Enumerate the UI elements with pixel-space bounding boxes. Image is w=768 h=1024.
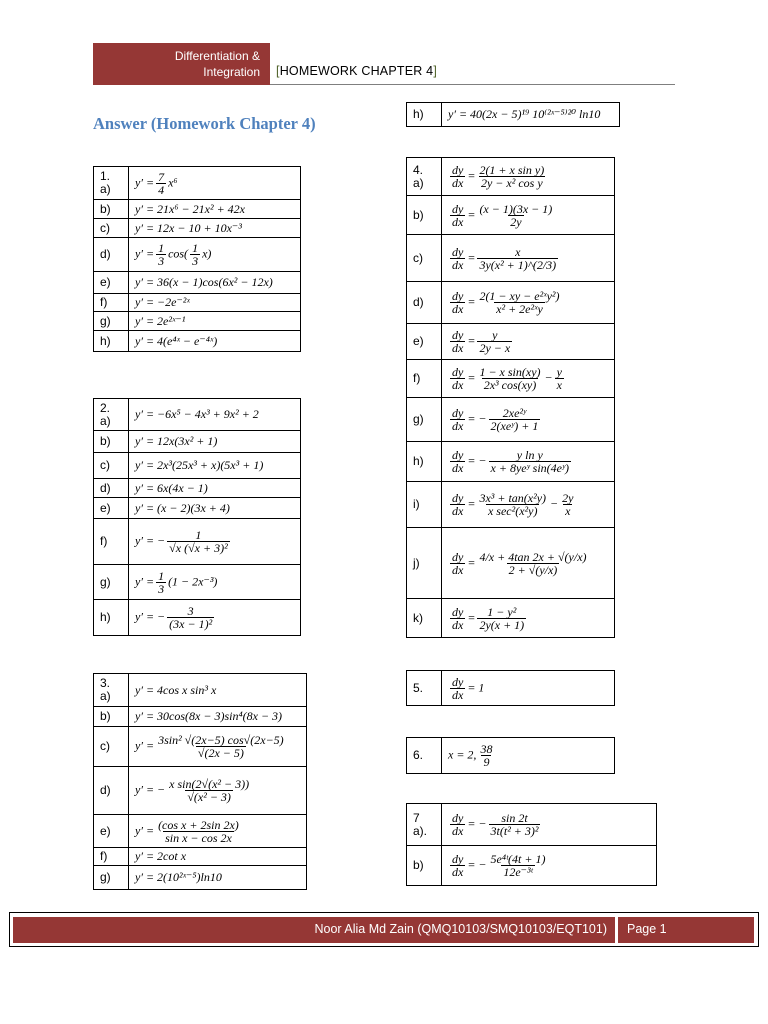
- q2d-answer: y′ = 6x(4x − 1): [129, 479, 301, 498]
- q4-label-cell: [407, 158, 442, 196]
- fraction: $\frac{\sin 2t}{\text{3t(t² + 3)²}}$: [490, 811, 539, 838]
- q1h-continued-answer: y′ = 40(2x − 5)¹⁹ 10⁽²ˣ⁻⁵⁾²⁰ ln10: [442, 103, 620, 127]
- q2-part-a: a): [100, 413, 111, 428]
- fraction: $\frac{3}{\text{(3x − 1)²}}$: [169, 604, 213, 631]
- q4-part-k: k): [407, 599, 442, 638]
- q4-part-h: h): [407, 442, 442, 482]
- q1-number: 1.: [100, 169, 111, 183]
- chapter-label: HOMEWORK CHAPTER 4: [279, 64, 434, 78]
- fraction: $\frac{1}{\text{√x (√x + 3)²}}$: [169, 528, 228, 555]
- q4-part-f: f): [407, 360, 442, 398]
- header-rule: [270, 84, 675, 85]
- fraction: $\frac{2y}{x}$: [562, 491, 574, 518]
- q1e-answer: y′ = 36(x − 1)cos(6x² − 12x): [129, 272, 301, 294]
- fraction: 3x³ + tan(x²y) x sec²(x²y): [479, 491, 547, 518]
- dydx: $\frac{dy}{dx}$: [452, 674, 464, 702]
- q5-answer: $\frac{dy}{dx}$ = 1: [442, 671, 615, 706]
- q1a-answer: y′ = $\frac{7}{4}$ x⁶: [129, 167, 301, 200]
- q2f-answer: y′ = − $\frac{1}{\text{√x (√x + 3)²}}$: [129, 519, 301, 565]
- fraction: $\frac{x}{\text{3y(x² + 1)\textasciicircum{}(2/3)}}$: [479, 244, 557, 272]
- q7-part-b: b): [407, 846, 442, 886]
- q4b-answer: $\frac{dy}{dx}$ = $\frac{(x - 1)(3x - 1)}{2y}$: [442, 196, 615, 235]
- q6-label: 6.: [407, 738, 442, 774]
- q6-table: [406, 737, 615, 774]
- q4-part-j: j): [407, 528, 442, 599]
- fraction: $\frac{\text{2(1 − xy − e²ˣy²)}}{\text{x² + 2e²ˣy}}$: [479, 289, 560, 316]
- dydx: $\frac{dy}{dx}$: [452, 289, 464, 316]
- fraction: $\frac{7}{4}$: [158, 169, 165, 197]
- q5-table: [406, 670, 615, 706]
- q4-part-g: g): [407, 398, 442, 442]
- q4-part-a: a): [413, 175, 424, 190]
- q5-label: 5.: [407, 671, 442, 706]
- q2e-answer: y′ = (x − 2)(3x + 4): [129, 498, 301, 519]
- fraction: $\frac{1}{3}$: [192, 241, 199, 268]
- q2-part-c: c): [94, 453, 129, 479]
- fraction: 2xe²ʸ 2(xeʸ) + 1: [490, 406, 539, 433]
- q4-table: [406, 157, 615, 638]
- dydx: $\frac{dy}{dx}$: [452, 201, 464, 229]
- fraction: $\frac{\text{2(1 + x sin y)}}{\text{2y − x² cos y}}$: [479, 163, 545, 190]
- q1-part-f: f): [94, 294, 129, 312]
- fraction: $\frac{38}{9}$: [480, 742, 493, 769]
- q1f-answer: y′ = −2e⁻²ˣ: [129, 294, 301, 312]
- q1d-answer: y′ = $\frac{1}{3}$ cos( $\frac{1}{3}$ x): [129, 238, 301, 272]
- q7-label-cell: [407, 804, 442, 846]
- chapter-title: [276, 64, 437, 78]
- q2-table: [93, 398, 301, 636]
- q4-number: 4.: [413, 162, 424, 177]
- fraction: $\frac{1}{3}$: [158, 241, 165, 268]
- subject-banner: [93, 43, 270, 85]
- q4-part-i: i): [407, 482, 442, 528]
- q4d-answer: $\frac{dy}{dx}$ = $\frac{\text{2(1 − xy − e²ˣy²)}}{\text{x² + 2e²ˣy}}$: [442, 282, 615, 324]
- dydx: $\frac{dy}{dx}$: [452, 448, 464, 475]
- q4a-answer: $\frac{dy}{dx}$ = $\frac{\text{2(1 + x sin y)}}{\text{2y − x² cos y}}$: [442, 158, 615, 196]
- q1-label-cell: [94, 167, 129, 200]
- bracket-open: [: [276, 64, 280, 78]
- q4-part-c: c): [407, 235, 442, 282]
- fraction: $\frac{\text{3sin² √(2x−5) cos√(2x−5)}}{√(2x - 5)}$: [158, 733, 284, 760]
- q2c-answer: y′ = 2x³(25x³ + x)(5x³ + 1): [129, 453, 301, 479]
- dydx: $\frac{dy}{dx}$: [452, 604, 464, 632]
- q2-part-g: g): [94, 565, 129, 600]
- q1-part-c: c): [94, 219, 129, 238]
- q3a-answer: y′ = 4cos x sin³ x: [129, 674, 307, 707]
- dydx: $\frac{dy}{dx}$: [452, 406, 464, 433]
- q3-part-e: e): [94, 815, 129, 848]
- answer-title: Answer (Homework Chapter 4): [93, 114, 316, 133]
- q3-part-d: d): [94, 767, 129, 815]
- q4-part-b: b): [407, 196, 442, 235]
- q3g-answer: y′ = 2(10²ˣ⁻⁵)ln10: [129, 866, 307, 890]
- q4i-answer: $\frac{dy}{dx}$ = 3x³ + tan(x²y) x sec²(x²y) − $\frac{2y}{x}$: [442, 482, 615, 528]
- subject-line-2: Integration: [203, 65, 260, 79]
- q3-part-f: f): [94, 848, 129, 866]
- q4c-answer: $\frac{dy}{dx}$ = $\frac{x}{\text{3y(x² + 1)\textasciicircum{}(2/3)}}$: [442, 235, 615, 282]
- q7-table: [406, 803, 657, 886]
- q2g-answer: y′ = $\frac{1}{3}$ (1 − 2x⁻³): [129, 565, 301, 600]
- q3b-answer: y′ = 30cos(8x − 3)sin⁴(8x − 3): [129, 707, 307, 727]
- q2-label-cell: [94, 399, 129, 431]
- q4-part-d: d): [407, 282, 442, 324]
- q3f-answer: y′ = 2cot x: [129, 848, 307, 866]
- q2a-answer: y′ = −6x⁵ − 4x³ + 9x² + 2: [129, 399, 301, 431]
- footer-page-number: Page 1: [618, 917, 754, 943]
- q3-part-c: c): [94, 727, 129, 767]
- q3d-answer: y′ = − $\frac{\text{x sin(2√(x² − 3))}}{\text{√(x² − 3)}}$: [129, 767, 307, 815]
- q2-part-d: d): [94, 479, 129, 498]
- q4-part-e: e): [407, 324, 442, 360]
- q1h-continued-table: [406, 102, 620, 127]
- subject-line-1: Differentiation &: [174, 49, 260, 63]
- fraction: $\frac{\text{x sin(2√(x² − 3))}}{\text{√(x² − 3)}}$: [169, 777, 250, 804]
- q1c-answer: y′ = 12x − 10 + 10x⁻³: [129, 219, 301, 238]
- q3-part-b: b): [94, 707, 129, 727]
- q4g-answer: $\frac{dy}{dx}$ = − 2xe²ʸ 2(xeʸ) + 1: [442, 398, 615, 442]
- q3-part-a: a): [100, 689, 111, 703]
- dydx: $\frac{dy}{dx}$: [452, 244, 464, 272]
- q3c-answer: y′ = $\frac{\text{3sin² √(2x−5) cos√(2x−5)}}{√(2x - 5)}$: [129, 727, 307, 767]
- q2-part-f: f): [94, 519, 129, 565]
- q2h-answer: y′ = − $\frac{3}{\text{(3x − 1)²}}$: [129, 600, 301, 636]
- q1-part-d: d): [94, 238, 129, 272]
- q4e-answer: $\frac{dy}{dx}$ = $\frac{y}{2y - x}$: [442, 324, 615, 360]
- q1-part-b: b): [94, 200, 129, 219]
- q2-part-b: b): [94, 431, 129, 453]
- dydx: $\frac{dy}{dx}$: [452, 491, 464, 518]
- fraction: $\frac{y}{2y - x}$: [479, 328, 511, 355]
- dydx: $\frac{dy}{dx}$: [452, 328, 464, 355]
- fraction: $\frac{y}{x}$: [556, 365, 562, 392]
- q1b-answer: y′ = 21x⁶ − 21x² + 42x: [129, 200, 301, 219]
- fraction: $\frac{(x - 1)(3x - 1)}{2y}$: [479, 201, 553, 229]
- q4f-answer: $\frac{dy}{dx}$ = $\frac{\text{1 − x sin(xy)}}{\text{2x³ cos(xy)}}$ − $\frac{y}{x}$: [442, 360, 615, 398]
- q3-table: [93, 673, 307, 890]
- fraction: $\frac{\text{(cos x + 2sin 2x)}}{\text{sin x − cos 2x}}$: [158, 817, 239, 845]
- q2b-answer: y′ = 12x(3x² + 1): [129, 431, 301, 453]
- q2-part-e: e): [94, 498, 129, 519]
- dydx: $\frac{dy}{dx}$: [452, 811, 464, 838]
- q7-part-a: a).: [413, 823, 428, 838]
- q7-number: 7: [413, 810, 420, 825]
- q7a-answer: $\frac{dy}{dx}$ = − $\frac{\sin 2t}{\text{3t(t² + 3)²}}$: [442, 804, 657, 846]
- q1-table: [93, 166, 301, 352]
- q3e-answer: y′ = $\frac{\text{(cos x + 2sin 2x)}}{\text{sin x − cos 2x}}$: [129, 815, 307, 848]
- q1g-answer: y′ = 2e²ˣ⁻¹: [129, 312, 301, 331]
- q4k-answer: $\frac{dy}{dx}$ = $\frac{\text{1 − y²}}{2y(x + 1)}$: [442, 599, 615, 638]
- fraction: y ln y x + 8yeʸ sin(4eʸ): [490, 448, 570, 475]
- q3-number: 3.: [100, 676, 111, 690]
- q3-label-cell: [94, 674, 129, 707]
- fraction: $\frac{4/x + 4\tan 2x + √(y/x)}{2 + √(y/x)}$: [479, 549, 587, 577]
- q1h-answer: y′ = 4(e⁴ˣ − e⁻⁴ˣ): [129, 331, 301, 352]
- q2-part-h: h): [94, 600, 129, 636]
- fraction: $\frac{1}{3}$: [158, 568, 165, 596]
- q2-number: 2.: [100, 400, 111, 415]
- fraction: $\frac{\text{5e⁴ᵗ(4t + 1)}}{\text{12e⁻³ᵗ}}$: [490, 852, 546, 879]
- footer-author: Noor Alia Md Zain (QMQ10103/SMQ10103/EQT101): [13, 917, 615, 943]
- q3-part-g: g): [94, 866, 129, 890]
- q1-part-g: g): [94, 312, 129, 331]
- q1h-continued-label: h): [407, 103, 442, 127]
- dydx: $\frac{dy}{dx}$: [452, 852, 464, 879]
- q4h-answer: $\frac{dy}{dx}$ = − y ln y x + 8yeʸ sin(4eʸ): [442, 442, 615, 482]
- q6-answer: x = 2, $\frac{38}{9}$: [442, 738, 615, 774]
- q7b-answer: $\frac{dy}{dx}$ = − $\frac{\text{5e⁴ᵗ(4t + 1)}}{\text{12e⁻³ᵗ}}$: [442, 846, 657, 886]
- dydx: $\frac{dy}{dx}$: [452, 365, 464, 392]
- bracket-close: ]: [433, 64, 437, 78]
- q1-part-a: a): [100, 182, 111, 196]
- dydx: $\frac{dy}{dx}$: [452, 549, 464, 577]
- q1-part-h: h): [94, 331, 129, 352]
- q1-part-e: e): [94, 272, 129, 294]
- fraction: $\frac{\text{1 − x sin(xy)}}{\text{2x³ cos(xy)}}$: [479, 365, 541, 392]
- fraction: $\frac{\text{1 − y²}}{2y(x + 1)}$: [479, 604, 525, 632]
- q4j-answer: $\frac{dy}{dx}$ = $\frac{4/x + 4\tan 2x + √(y/x)}{2 + √(y/x)}$: [442, 528, 615, 599]
- dydx: $\frac{dy}{dx}$: [452, 163, 464, 190]
